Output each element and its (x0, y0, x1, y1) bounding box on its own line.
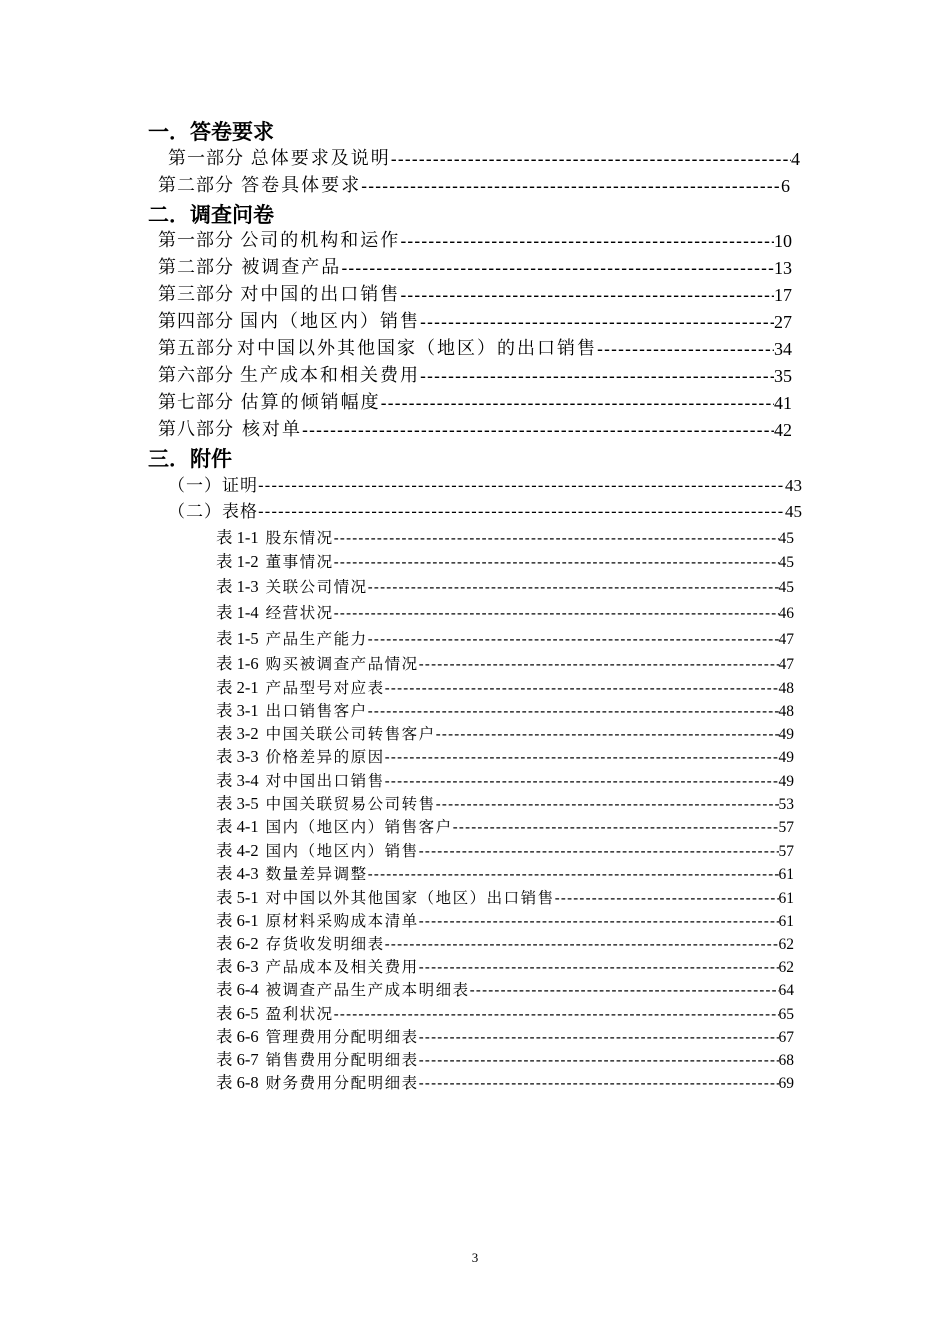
toc-entry-title: 数量差异调整 (265, 865, 368, 883)
toc-entry-title: 国内（地区内）销售 (239, 311, 420, 332)
toc-page-number: 61 (778, 913, 794, 930)
toc-table-entry[interactable] (216, 627, 794, 649)
dot-leader (385, 936, 779, 954)
toc-entry[interactable] (168, 472, 802, 496)
dot-leader (453, 819, 779, 837)
toc-entry-title: 中国关联贸易公司转售 (265, 795, 436, 813)
toc-entry-title: 产品成本及相关费用 (265, 958, 419, 976)
toc-table-entry[interactable] (216, 601, 794, 623)
table-number: 表 3-2 (216, 724, 259, 743)
dot-leader (419, 1052, 779, 1070)
toc-page-number: 45 (778, 579, 794, 596)
toc-table-entry[interactable] (216, 932, 794, 954)
toc-entry-title: 存货收发明细表 (265, 935, 385, 953)
dot-leader (381, 393, 774, 414)
toc-entry[interactable] (158, 309, 792, 333)
toc-page-number: 47 (778, 656, 794, 673)
toc-entry-title: 股东情况 (265, 529, 334, 547)
toc-page-number: 35 (774, 366, 792, 386)
toc-part-label: 第一部分 (168, 148, 244, 169)
toc-entry-title: 经营状况 (265, 604, 334, 622)
table-number: 表 4-2 (216, 841, 259, 860)
toc-entry-title: 管理费用分配明细表 (265, 1028, 419, 1046)
page-number: 3 (471, 1250, 479, 1265)
dot-leader (368, 579, 779, 597)
dot-leader (368, 703, 779, 721)
toc-table-entry[interactable] (216, 886, 794, 908)
toc-page-number: 61 (778, 866, 794, 883)
toc-page-number: 67 (778, 1029, 794, 1046)
dot-leader (361, 176, 781, 197)
toc-part-label: 第四部分 (158, 311, 234, 332)
table-number: 表 3-1 (216, 701, 259, 720)
toc-page-number: 6 (781, 176, 790, 196)
toc-page-number: 46 (778, 605, 794, 622)
table-number: 表 6-1 (216, 911, 259, 930)
toc-entry-title: 国内（地区内）销售 (265, 842, 419, 860)
toc-page-number: 45 (778, 530, 794, 547)
table-number: 表 4-1 (216, 817, 259, 836)
dot-leader (391, 149, 791, 170)
toc-entry-title: 销售费用分配明细表 (265, 1051, 419, 1069)
toc-page-number: 49 (778, 726, 794, 743)
toc-entry-title: 购买被调查产品情况 (265, 655, 419, 673)
dot-leader (368, 866, 779, 884)
toc-part-label: 第一部分 (158, 230, 234, 251)
toc-entry-title: 生产成本和相关费用 (239, 365, 420, 386)
toc-entry-title: 对中国出口销售 (265, 772, 385, 790)
toc-table-entry[interactable] (216, 745, 794, 767)
toc-entry-title: 答卷具体要求 (241, 175, 362, 196)
toc-entry-title: 盈利状况 (265, 1005, 334, 1023)
toc-entry-title: 中国关联公司转售客户 (265, 725, 436, 743)
dot-leader (385, 773, 779, 791)
toc-page-number: 48 (778, 703, 794, 720)
toc-part-label: 第五部分 (158, 338, 234, 359)
dot-leader (334, 530, 779, 548)
toc-entry-title: 产品型号对应表 (265, 679, 385, 697)
toc-page-number: 4 (791, 149, 800, 169)
toc-entry-title: 价格差异的原因 (265, 748, 385, 766)
dot-leader (470, 982, 779, 1000)
toc-page-number: 43 (785, 476, 802, 495)
toc-table-entry[interactable] (216, 978, 794, 1000)
dot-leader (400, 231, 774, 252)
toc-page-number: 62 (778, 936, 794, 953)
toc-table-entry[interactable] (216, 792, 794, 814)
toc-entry-title: （一）证明 (168, 476, 258, 496)
dot-leader (419, 656, 779, 674)
toc-entry[interactable] (158, 173, 790, 197)
dot-leader (420, 366, 774, 387)
toc-part-label: 第三部分 (158, 284, 234, 305)
table-number: 表 6-7 (216, 1050, 259, 1069)
dot-leader (419, 843, 779, 861)
table-number: 表 6-6 (216, 1027, 259, 1046)
toc-entry[interactable] (158, 417, 792, 441)
toc-entry-title: 国内（地区内）销售客户 (265, 818, 453, 836)
toc-entry[interactable] (168, 146, 800, 170)
section-heading-questionnaire: 二．调查问卷 (148, 203, 274, 227)
dot-leader (420, 312, 774, 333)
dot-leader (419, 913, 779, 931)
table-number: 表 3-3 (216, 747, 259, 766)
toc-table-entry[interactable] (216, 815, 794, 837)
toc-page-number: 49 (778, 749, 794, 766)
toc-page-number: 57 (778, 843, 794, 860)
toc-table-entry[interactable] (216, 769, 794, 791)
table-number: 表 6-4 (216, 980, 259, 999)
toc-page-number: 62 (778, 959, 794, 976)
dot-leader (385, 680, 779, 698)
dot-leader (334, 605, 779, 623)
dot-leader (341, 258, 774, 279)
toc-entry[interactable] (158, 390, 792, 414)
toc-page-number: 48 (778, 680, 794, 697)
toc-part-label: 第二部分 (158, 257, 234, 278)
toc-page-number: 65 (778, 1006, 794, 1023)
section-heading-requirements: 一．答卷要求 (148, 120, 274, 144)
table-number: 表 5-1 (216, 888, 259, 907)
toc-part-label: 第七部分 (158, 392, 234, 413)
toc-page-number: 34 (774, 339, 792, 359)
toc-table-entry[interactable] (216, 909, 794, 931)
toc-entry-title: 被调查产品 (241, 257, 342, 278)
toc-table-entry[interactable] (216, 575, 794, 597)
toc-page-number: 17 (774, 285, 792, 305)
toc-entry[interactable] (158, 228, 792, 252)
toc-entry-title: 对中国的出口销售 (240, 284, 401, 305)
table-number: 表 4-3 (216, 864, 259, 883)
toc-entry-title: 核对单 (241, 419, 302, 440)
toc-entry-title: 公司的机构和运作 (240, 230, 401, 251)
toc-entry-title: 出口销售客户 (265, 702, 368, 720)
toc-page-number: 45 (778, 554, 794, 571)
toc-part-label: 第二部分 (158, 175, 234, 196)
toc-entry-title: 估算的倾销幅度 (240, 392, 381, 413)
toc-table-entry[interactable] (216, 839, 794, 861)
dot-leader (436, 796, 779, 814)
toc-table-entry[interactable] (216, 1002, 794, 1024)
toc-entry-title: 财务费用分配明细表 (265, 1074, 419, 1092)
toc-page-number: 49 (778, 773, 794, 790)
toc-entry[interactable] (158, 363, 792, 387)
table-number: 表 6-3 (216, 957, 259, 976)
toc-table-entry[interactable] (216, 1071, 794, 1093)
toc-entry-title: 产品生产能力 (265, 630, 368, 648)
table-number: 表 1-5 (216, 629, 259, 648)
toc-table-entry[interactable] (216, 955, 794, 977)
toc-page-number: 69 (778, 1075, 794, 1092)
toc-entry-title: 对中国以外其他国家（地区）出口销售 (265, 889, 555, 907)
dot-leader (368, 631, 779, 649)
toc-table-entry[interactable] (216, 699, 794, 721)
dot-leader (419, 1075, 779, 1093)
toc-entry-title: 关联公司情况 (265, 578, 368, 596)
toc-page-number: 45 (785, 502, 802, 521)
toc-entry-title: 原材料采购成本清单 (265, 912, 419, 930)
toc-table-entry[interactable] (216, 526, 794, 548)
toc-table-entry[interactable] (216, 652, 794, 674)
dot-leader (555, 890, 779, 908)
toc-entry-title: 被调查产品生产成本明细表 (265, 981, 470, 999)
table-number: 表 6-8 (216, 1073, 259, 1092)
dot-leader (419, 1029, 779, 1047)
table-number: 表 2-1 (216, 678, 259, 697)
toc-page-number: 10 (774, 231, 792, 251)
toc-part-label: 第八部分 (158, 419, 234, 440)
toc-page-number: 13 (774, 258, 792, 278)
table-number: 表 6-2 (216, 934, 259, 953)
toc-page-number: 61 (778, 890, 794, 907)
dot-leader (597, 339, 774, 360)
toc-entry-title: 对中国以外其他国家（地区）的出口销售 (236, 338, 597, 359)
table-number: 表 3-4 (216, 771, 259, 790)
table-number: 表 1-3 (216, 577, 259, 596)
table-number: 表 1-6 (216, 654, 259, 673)
table-number: 表 1-2 (216, 552, 259, 571)
table-number: 表 6-5 (216, 1004, 259, 1023)
table-number: 表 3-5 (216, 794, 259, 813)
toc-page-number: 64 (778, 982, 794, 999)
table-number: 表 1-1 (216, 528, 259, 547)
toc-entry-title: 董事情况 (265, 553, 334, 571)
toc-page-number: 47 (778, 631, 794, 648)
toc-page-number: 53 (778, 796, 794, 813)
toc-page-number: 57 (778, 819, 794, 836)
toc-entry[interactable] (158, 282, 792, 306)
dot-leader (385, 749, 779, 767)
toc-table-entry[interactable] (216, 676, 794, 698)
toc-table-entry[interactable] (216, 550, 794, 572)
toc-page-number: 68 (778, 1052, 794, 1069)
toc-page-number: 42 (774, 420, 792, 440)
toc-table-entry[interactable] (216, 722, 794, 744)
dot-leader (302, 420, 774, 441)
toc-table-entry[interactable] (216, 1048, 794, 1070)
toc-entry[interactable] (158, 255, 792, 279)
toc-page-number: 27 (774, 312, 792, 332)
dot-leader (258, 476, 785, 496)
dot-leader (334, 1006, 779, 1024)
toc-page-number: 41 (774, 393, 792, 413)
toc-entry[interactable] (158, 336, 792, 360)
toc-entry-title: （二）表格 (168, 502, 258, 522)
toc-part-label: 第六部分 (158, 365, 234, 386)
toc-table-entry[interactable] (216, 862, 794, 884)
dot-leader (400, 285, 774, 306)
toc-table-entry[interactable] (216, 1025, 794, 1047)
dot-leader (419, 959, 779, 977)
toc-entry-title: 总体要求及说明 (250, 148, 391, 169)
section-heading-attachments: 三．附件 (148, 447, 232, 471)
table-number: 表 1-4 (216, 603, 259, 622)
dot-leader (334, 554, 779, 572)
toc-entry[interactable] (168, 498, 802, 522)
dot-leader (258, 502, 785, 522)
dot-leader (436, 726, 779, 744)
